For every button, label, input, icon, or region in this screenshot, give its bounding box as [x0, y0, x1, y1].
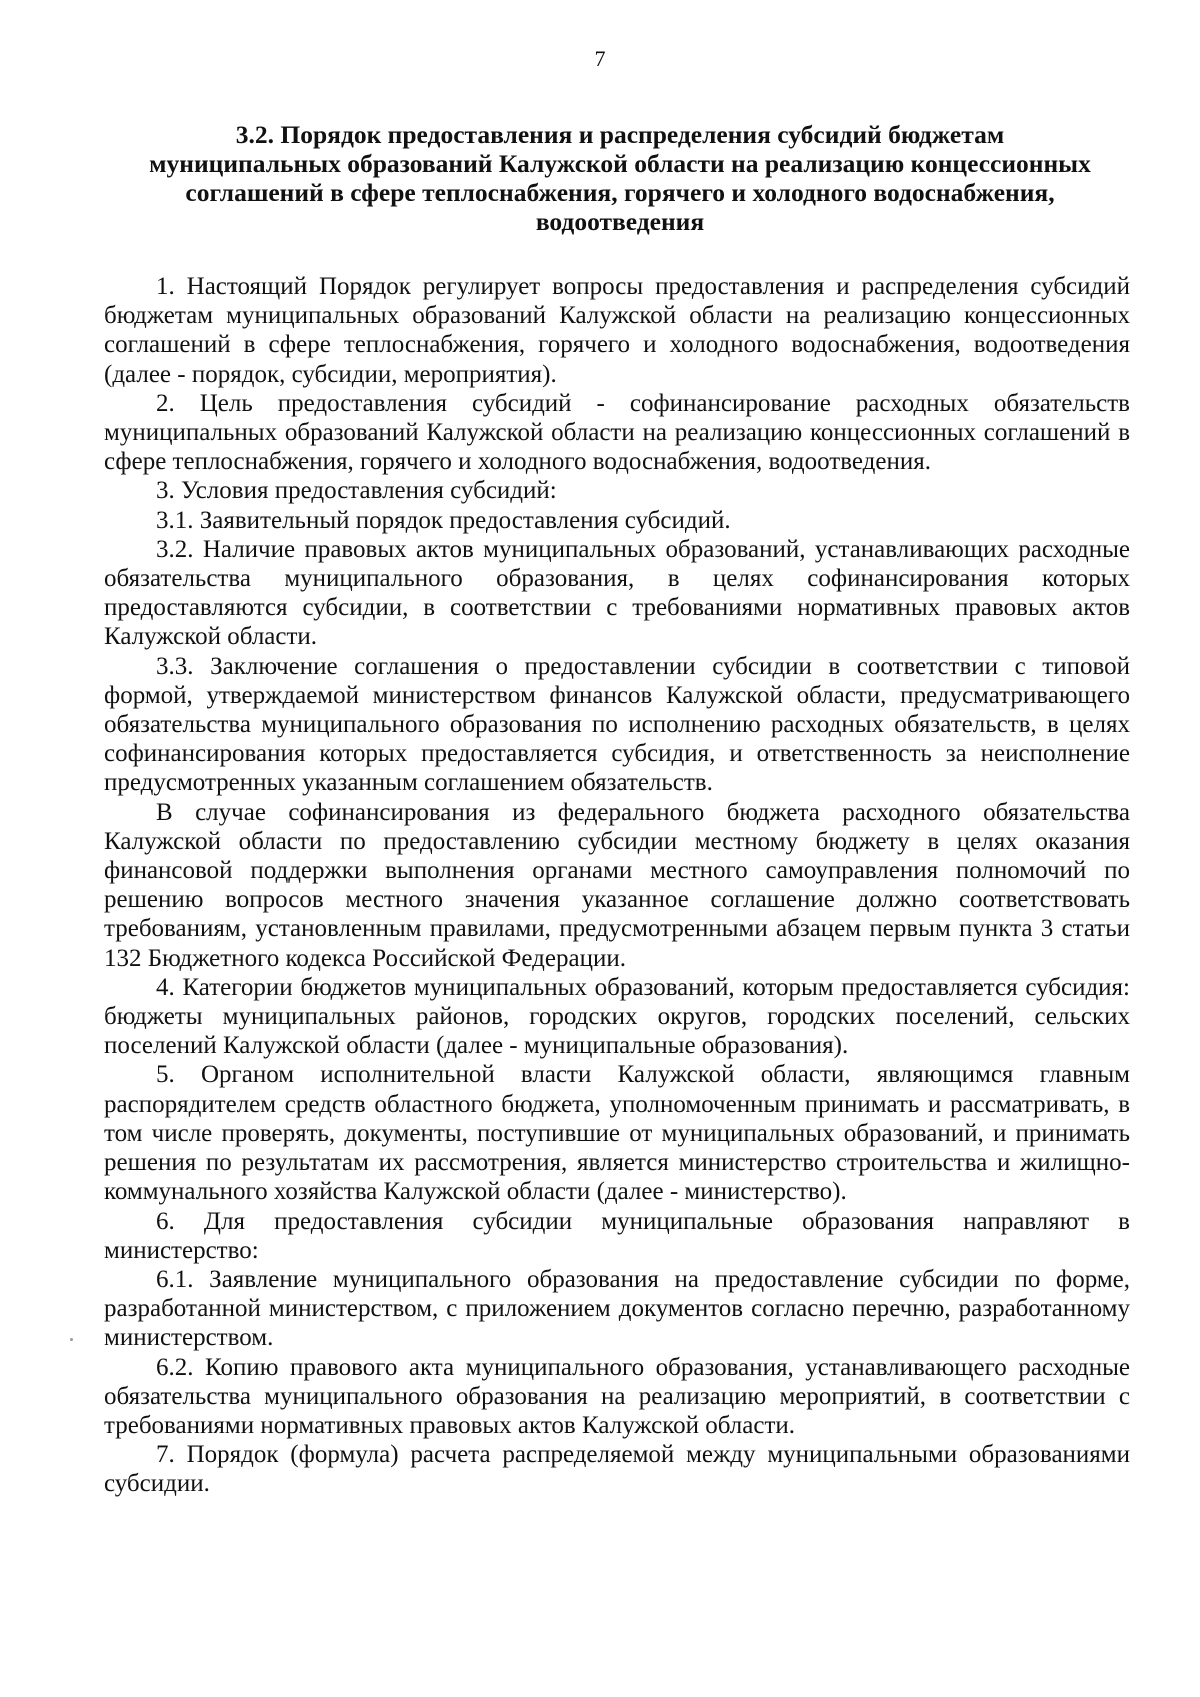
paragraph-cofinancing: В случае софинансирования из федерального бюджета расходного обязательства Калужской области по предоставлению субсидии местному бюджету в целях оказания финансовой поддержки выполнения органами местного самоуправления полномочий по решению вопросов местного значения указанное соглашение должно соответствовать требованиям, установленным правилами, предусмотренными абзацем первым пункта 3 статьи 132 Бюджетного кодекса Российской Федерации.	[104, 798, 1130, 972]
paragraph-1: 1. Настоящий Порядок регулирует вопросы предоставления и распределения субсидий бюджетам муниципальных образований Калужской области на реализацию концессионных соглашений в сфере теплоснабжения, горячего и холодного водоснабжения, водоотведения (далее - порядок, субсидии, мероприятия).	[104, 273, 1130, 388]
section-heading	[100, 120, 1140, 236]
paragraph-6-2: 6.2. Копию правового акта муниципального образования, устанавливающего расходные обязательства муниципального образования на реализацию мероприятий, в соответствии с требованиями нормативных правовых актов Калужской области.	[104, 1353, 1130, 1439]
document-body	[104, 272, 1130, 1499]
scan-dot	[70, 1338, 73, 1341]
paragraph-3-1: 3.1. Заявительный порядок предоставления субсидий.	[156, 506, 731, 534]
paragraph-6-1: 6.1. Заявление муниципального образования на предоставление субсидии по форме, разработанной министерством, с приложением документов согласно перечню, разработанному министерством.	[104, 1265, 1130, 1352]
paragraph-4: 4. Категории бюджетов муниципальных образований, которым предоставляется субсидия: бюджеты муниципальных районов, городских округов, городских поселений, сельских поселений Калужской области (далее - муниципальные образования).	[104, 973, 1130, 1060]
heading-line: соглашений в сфере теплоснабжения, горячего и холодного водоснабжения,	[185, 178, 1055, 207]
paragraph-3-3: 3.3. Заключение соглашения о предоставлении субсидии в соответствии с типовой формой, утверждаемой министерством финансов Калужской области, предусматривающего обязательства муниципального образования по исполнению расходных обязательств, в целях софинансирования которых предоставляется субсидия, и ответственность за неисполнение предусмотренных указанным соглашением обязательств.	[104, 652, 1130, 797]
heading-line: муниципальных образований Калужской области на реализацию концессионных	[149, 149, 1091, 178]
paragraph-3-2: 3.2. Наличие правовых актов муниципальных образований, устанавливающих расходные обязательства муниципального образования, в целях софинансирования которых предоставляются субсидии, в соответствии с требованиями нормативных правовых актов Калужской области.	[104, 535, 1130, 651]
paragraph-2: 2. Цель предоставления субсидий - софинансирование расходных обязательств муниципальных образований Калужской области на реализацию концессионных соглашений в сфере теплоснабжения, горячего и холодного водоснабжения, водоотведения.	[104, 389, 1130, 476]
paragraph-3: 3. Условия предоставления субсидий:	[156, 477, 557, 505]
paragraph-7: 7. Порядок (формула) расчета распределяемой между муниципальными образованиями субсидии.	[104, 1441, 1130, 1498]
heading-line: 3.2. Порядок предоставления и распределения субсидий бюджетам	[235, 120, 1005, 149]
paragraph-5: 5. Органом исполнительной власти Калужской области, являющимся главным распорядителем средств областного бюджета, уполномоченным принимать и рассматривать, в том числе проверять, документы, поступившие от муниципальных образований, и принимать решения по результатам их рассмотрения, является министерство строительства и жилищно-коммунального хозяйства Калужской области (далее - министерство).	[104, 1061, 1130, 1206]
paragraph-6: 6. Для предоставления субсидии муниципальные образования направляют в министерство:	[104, 1207, 1130, 1264]
page-number: 7	[594, 46, 606, 71]
heading-line: водоотведения	[535, 207, 705, 236]
